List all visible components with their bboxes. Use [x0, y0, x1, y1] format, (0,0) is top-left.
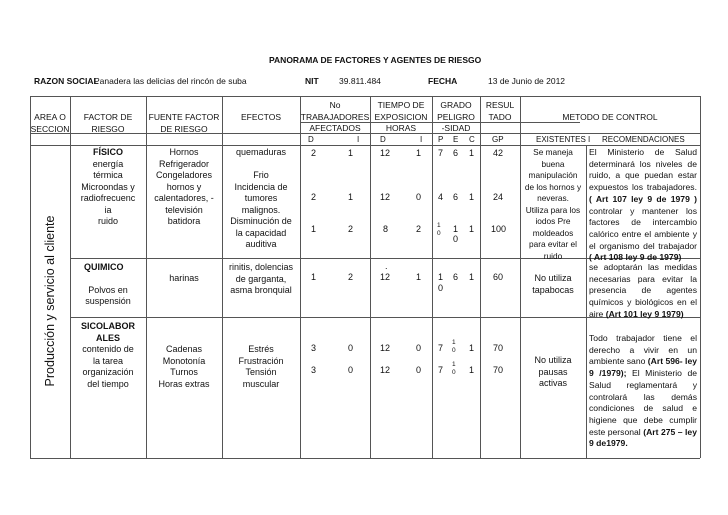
cell-d2: 12: [380, 272, 391, 282]
cell-d2: 12: [380, 192, 391, 202]
cell-gp: 42: [493, 148, 504, 158]
cell-e-sub: 0: [453, 234, 459, 244]
cell-e-sub: 0: [452, 347, 456, 354]
cell-i2: 1: [416, 148, 422, 158]
cell-p: 7: [438, 148, 444, 158]
cell-gp: 70: [493, 343, 504, 353]
cell-p-sub: 0: [438, 283, 444, 293]
cell-i2: 1: [416, 272, 422, 282]
cell-gp: 100: [491, 224, 507, 234]
subheader-existentes: EXISTENTES: [536, 135, 586, 144]
cell-i1: 2: [348, 224, 354, 234]
document-title: PANORAMA DE FACTORES Y AGENTES DE RIESGO: [269, 55, 482, 65]
cell-i1: 1: [348, 192, 354, 202]
area-vertical-label: Producción y servicio al cliente: [43, 215, 57, 387]
cell-p: 7: [438, 343, 444, 353]
cell-i1: 0: [348, 343, 354, 353]
cell-e: 6: [453, 192, 459, 202]
efecto-auditivo: Disminución de la capacidad auditiva: [230, 216, 292, 249]
header-grado: GRADO PELIGRO -SIDAD: [437, 100, 475, 133]
fuente-quimico-block: harinas: [169, 273, 199, 283]
area-cell: [30, 145, 70, 458]
nit-value: 39.811.484: [339, 76, 381, 86]
cell-e: 1: [452, 339, 456, 346]
razon-social-label: RAZON SOCIAL: [34, 76, 99, 86]
subheader-gp: GP: [492, 135, 504, 144]
factor-fisico-block: FÍSICO energía térmica Microondas y radiofrecuenc ia ruido: [80, 147, 136, 226]
subheader-i1: I: [357, 135, 360, 144]
cell-p: 1: [438, 272, 444, 282]
cell-gp: 70: [493, 365, 504, 375]
efecto-frio: Frio Incidencia de tumores malignos.: [234, 170, 288, 215]
cell-p-sub: 0: [437, 230, 441, 237]
subheader-c: C: [469, 135, 475, 144]
header-fuente: FUENTE FACTOR DE RIESGO: [148, 112, 220, 134]
cell-d2: 12: [380, 343, 391, 353]
cell-gp: 60: [493, 272, 504, 282]
cell-d2: 12: [380, 365, 391, 375]
fecha-label: FECHA: [428, 76, 458, 86]
existentes-fisico: Se maneja buena manipulación de los hornos y neveras. Utiliza para los iodos Pre moldeados para evitar el ruido: [524, 147, 582, 261]
subheader-d2: D: [380, 135, 386, 144]
cell-i2: 2: [416, 224, 422, 234]
cell-c: 1: [469, 343, 475, 353]
cell-d1: 3: [311, 365, 317, 375]
subheader-i2: I: [420, 135, 423, 144]
fuente-fisico-block: Hornos Refrigerador Congeladores hornos y calentadores, - televisión batidora: [154, 147, 214, 226]
cell-c: 1: [469, 192, 475, 202]
cell-e-sub: 0: [452, 369, 456, 376]
cell-p: 7: [438, 365, 444, 375]
header-resultado: RESUL TADO: [485, 100, 515, 122]
recomendaciones-sicolaborales: Todo trabajador tiene el derecho a vivir en un ambiente sano (Art 596- ley 9 /1979); El Ministerio de Salud reglamentará y controlará las demás condiciones de salud e higiene que debe cumplir este personal (Art 275 – ley 9 de1979.: [589, 333, 698, 449]
subheader-separator: I: [588, 135, 591, 144]
header-tiempo: TIEMPO DE EXPOSICION HORAS: [374, 100, 428, 133]
header-factor: FACTOR DE RIESGO: [83, 112, 133, 134]
cell-e: 6: [453, 148, 459, 158]
cell-c: 1: [469, 365, 475, 375]
header-trabajadores: No TRABAJADORES AFECTADOS: [300, 100, 370, 133]
cell-c: 1: [469, 224, 475, 234]
razon-social-value: Panadera las delicias del rincón de suba: [94, 76, 247, 86]
cell-d1: 1: [311, 224, 317, 234]
cell-e: 1: [452, 361, 456, 368]
efecto-psicologico: Estrés Frustración Tensión muscular: [238, 344, 284, 389]
cell-i2: 0: [416, 365, 422, 375]
nit-label: NIT: [305, 76, 319, 86]
cell-i1: 0: [348, 365, 354, 375]
cell-e: 6: [453, 272, 459, 282]
recomendaciones-fisico: El Ministerio de Salud determinará los niveles de ruido, a que puedan estar expuestos los trabajadores. ( Art 107 ley 9 de 1979 ) controlar y mantener los factores de intercambio calórico entre el ambiente y el organismo del trabajador ( Art 108 ley 9 de 1979): [589, 147, 697, 263]
header-area: AREA O SECCION: [30, 112, 70, 134]
cell-e: 1: [453, 224, 459, 234]
cell-i2: 0: [416, 192, 422, 202]
cell-c: 1: [469, 148, 475, 158]
fuente-sicolaborales-block: Cadenas Monotonía Turnos Horas extras: [158, 344, 210, 389]
cell-i2: 0: [416, 343, 422, 353]
cell-d2: 8: [383, 224, 389, 234]
cell-d1: 2: [311, 192, 317, 202]
efecto-quemaduras: quemaduras: [235, 147, 287, 157]
factor-quimico-block: QUIMICO Polvos en suspensión: [84, 262, 131, 306]
header-efectos: EFECTOS: [241, 112, 281, 122]
subheader-e: E: [453, 135, 459, 144]
header-metodo: METODO DE CONTROL: [562, 112, 658, 122]
fecha-value: 13 de Junio de 2012: [488, 76, 566, 86]
cell-d2: 12: [380, 148, 391, 158]
recomendaciones-quimico: se adoptarán las medidas necesarias para evitar la presencia de agentes químicos y biológicos en el aire (Art 101 ley 9 1979): [589, 262, 697, 319]
cell-c: 1: [469, 272, 475, 282]
cell-d1: 3: [311, 343, 317, 353]
subheader-recomendaciones: RECOMENDACIONES: [602, 135, 685, 144]
subheader-d1: D: [308, 135, 314, 144]
factor-sicolaborales-block: SICOLABOR ALES contenido de la tarea organización del tiempo: [81, 321, 135, 389]
existentes-sicolaborales: No utiliza pausas activas: [534, 355, 572, 388]
cell-p: 4: [438, 192, 444, 202]
cell-d2-mark: .: [385, 261, 388, 271]
cell-d1: 1: [311, 272, 317, 282]
cell-d1: 2: [311, 148, 317, 158]
cell-gp: 24: [493, 192, 504, 202]
cell-i1: 1: [348, 148, 354, 158]
existentes-quimico: No utiliza tapabocas: [532, 273, 574, 295]
cell-i1: 2: [348, 272, 354, 282]
cell-p: 1: [437, 222, 441, 229]
subheader-p: P: [438, 135, 444, 144]
efecto-respiratorio: rinitis, dolencias de garganta, asma bronquial: [228, 262, 294, 295]
